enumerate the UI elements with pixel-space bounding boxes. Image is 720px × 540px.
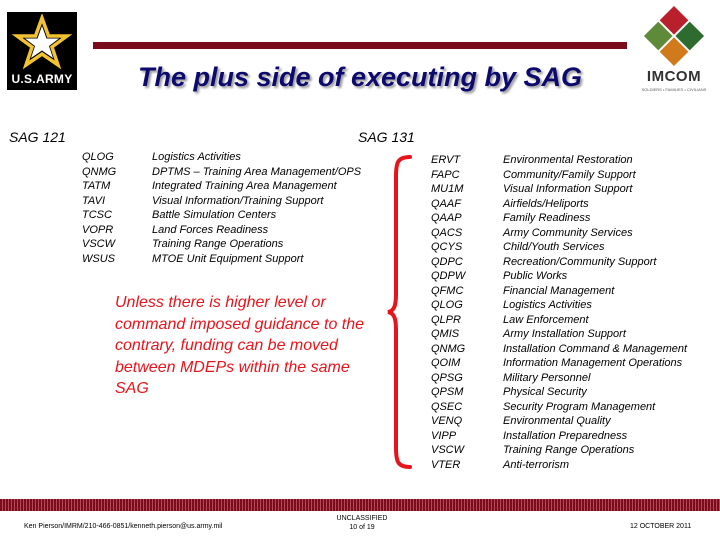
mdep-description: Installation Preparedness <box>503 429 628 442</box>
mdep-row <box>431 342 687 357</box>
mdep-code: FAPC <box>431 168 460 181</box>
sag-131-list <box>431 153 687 472</box>
mdep-row <box>431 197 687 212</box>
mdep-code: QNMG <box>431 342 466 355</box>
mdep-description: Logistics Activities <box>503 299 592 311</box>
mdep-row <box>82 165 361 180</box>
footer-contact: Ken Pierson/IMRM/210-466-0851/kenneth.pierson@us.army.mil <box>24 523 223 530</box>
mdep-row <box>82 252 361 267</box>
top-divider-bar <box>93 42 627 49</box>
mdep-description: Family Readiness <box>503 212 591 224</box>
mdep-row <box>431 168 687 183</box>
mdep-code: TATM <box>82 180 111 192</box>
imcom-tagline: SOLDIERS • FAMILIES • CIVILIANS <box>641 87 707 92</box>
slide-title: The plus side of executing by SAG <box>137 62 583 92</box>
mdep-row <box>431 298 687 313</box>
mdep-code: QFMC <box>431 284 464 297</box>
mdep-row <box>431 269 687 284</box>
mdep-code: VSCW <box>431 444 464 456</box>
mdep-row <box>431 211 687 226</box>
mdep-description: Security Program Management <box>503 400 656 413</box>
mdep-code: VIPP <box>431 429 457 442</box>
mdep-description: Information Management Operations <box>503 357 683 369</box>
guidance-callout: Unless there is higher level or command imposed guidance to the contrary, funding can be moved between MDEPs within the same SAG <box>115 294 365 397</box>
mdep-code: QAAP <box>431 212 462 224</box>
mdep-code: QNMG <box>82 165 117 178</box>
mdep-code: TCSC <box>82 209 112 221</box>
bottom-divider-bar <box>0 499 720 511</box>
mdep-row <box>431 414 687 429</box>
mdep-row <box>431 153 687 168</box>
mdep-description: Land Forces Readiness <box>152 223 269 236</box>
mdep-description: Army Installation Support <box>503 328 626 340</box>
mdep-description: Community/Family Support <box>503 168 636 181</box>
mdep-row <box>431 226 687 241</box>
mdep-code: QPSM <box>431 386 464 398</box>
mdep-code: QDPC <box>431 255 463 268</box>
mdep-code: QLOG <box>431 299 463 311</box>
mdep-description: Environmental Restoration <box>503 154 633 166</box>
mdep-description: Recreation/Community Support <box>503 255 657 268</box>
mdep-description: Visual Information/Training Support <box>152 194 324 207</box>
mdep-row <box>431 284 687 299</box>
footer-date: 12 OCTOBER 2011 <box>630 523 692 530</box>
mdep-description: Public Works <box>503 270 568 282</box>
mdep-description: Child/Youth Services <box>503 241 605 253</box>
mdep-row <box>82 150 361 165</box>
mdep-code: TAVI <box>82 194 106 207</box>
mdep-code: QCYS <box>431 241 463 253</box>
mdep-row <box>431 385 687 400</box>
mdep-row <box>431 400 687 415</box>
mdep-row <box>82 223 361 238</box>
mdep-description: Financial Management <box>503 284 615 297</box>
mdep-description: Law Enforcement <box>503 313 589 326</box>
mdep-description: DPTMS – Training Area Management/OPS <box>152 165 362 178</box>
mdep-description: Army Community Services <box>503 226 633 239</box>
mdep-row <box>82 237 361 252</box>
mdep-description: Anti-terrorism <box>503 458 570 471</box>
mdep-code: QLPR <box>431 313 461 326</box>
mdep-row <box>431 429 687 444</box>
mdep-description: Military Personnel <box>503 371 591 384</box>
mdep-description: Airfields/Heliports <box>503 197 589 210</box>
mdep-code: QSEC <box>431 400 463 413</box>
mdep-code: VSCW <box>82 238 115 250</box>
mdep-row <box>82 208 361 223</box>
mdep-description: Battle Simulation Centers <box>152 209 277 221</box>
mdep-description: Logistics Activities <box>152 151 241 163</box>
mdep-description: Environmental Quality <box>503 415 611 427</box>
sag-121-list <box>82 150 361 266</box>
mdep-description: Visual Information Support <box>503 183 633 195</box>
mdep-code: QAAF <box>431 197 461 210</box>
mdep-row <box>431 313 687 328</box>
mdep-description: Installation Command & Management <box>503 342 688 355</box>
mdep-description: Physical Security <box>503 386 587 398</box>
mdep-code: QDPW <box>431 270 466 282</box>
sag-131-heading: SAG 131 <box>358 129 415 145</box>
mdep-description: Training Range Operations <box>152 238 284 250</box>
mdep-description: Integrated Training Area Management <box>152 180 337 192</box>
mdep-code: VTER <box>431 458 461 471</box>
mdep-row <box>431 240 687 255</box>
mdep-code: QOIM <box>431 357 461 369</box>
mdep-row <box>82 179 361 194</box>
mdep-row <box>431 371 687 386</box>
mdep-code: QACS <box>431 226 463 239</box>
mdep-row <box>431 182 687 197</box>
mdep-code: MU1M <box>431 183 464 195</box>
right-brace-icon <box>386 154 416 470</box>
mdep-row <box>431 458 687 473</box>
footer-page-number: 10 of 19 <box>349 524 375 531</box>
mdep-code: VENQ <box>431 415 463 427</box>
mdep-row <box>431 255 687 270</box>
mdep-code: WSUS <box>82 252 115 265</box>
imcom-emblem-icon <box>632 4 716 68</box>
mdep-code: QMIS <box>431 328 460 340</box>
mdep-code: QLOG <box>82 151 114 163</box>
mdep-row <box>431 327 687 342</box>
imcom-name: IMCOM <box>646 68 702 85</box>
mdep-row <box>431 356 687 371</box>
sag-121-heading: SAG 121 <box>9 129 66 145</box>
army-logo-text: U.S.ARMY <box>11 72 73 86</box>
mdep-code: VOPR <box>82 223 114 236</box>
mdep-row <box>82 194 361 209</box>
mdep-code: QPSG <box>431 371 463 384</box>
mdep-row <box>431 443 687 458</box>
mdep-code: ERVT <box>431 154 461 166</box>
mdep-description: Training Range Operations <box>503 444 635 456</box>
footer-classification: UNCLASSIFIED <box>336 515 388 522</box>
mdep-description: MTOE Unit Equipment Support <box>152 252 304 265</box>
